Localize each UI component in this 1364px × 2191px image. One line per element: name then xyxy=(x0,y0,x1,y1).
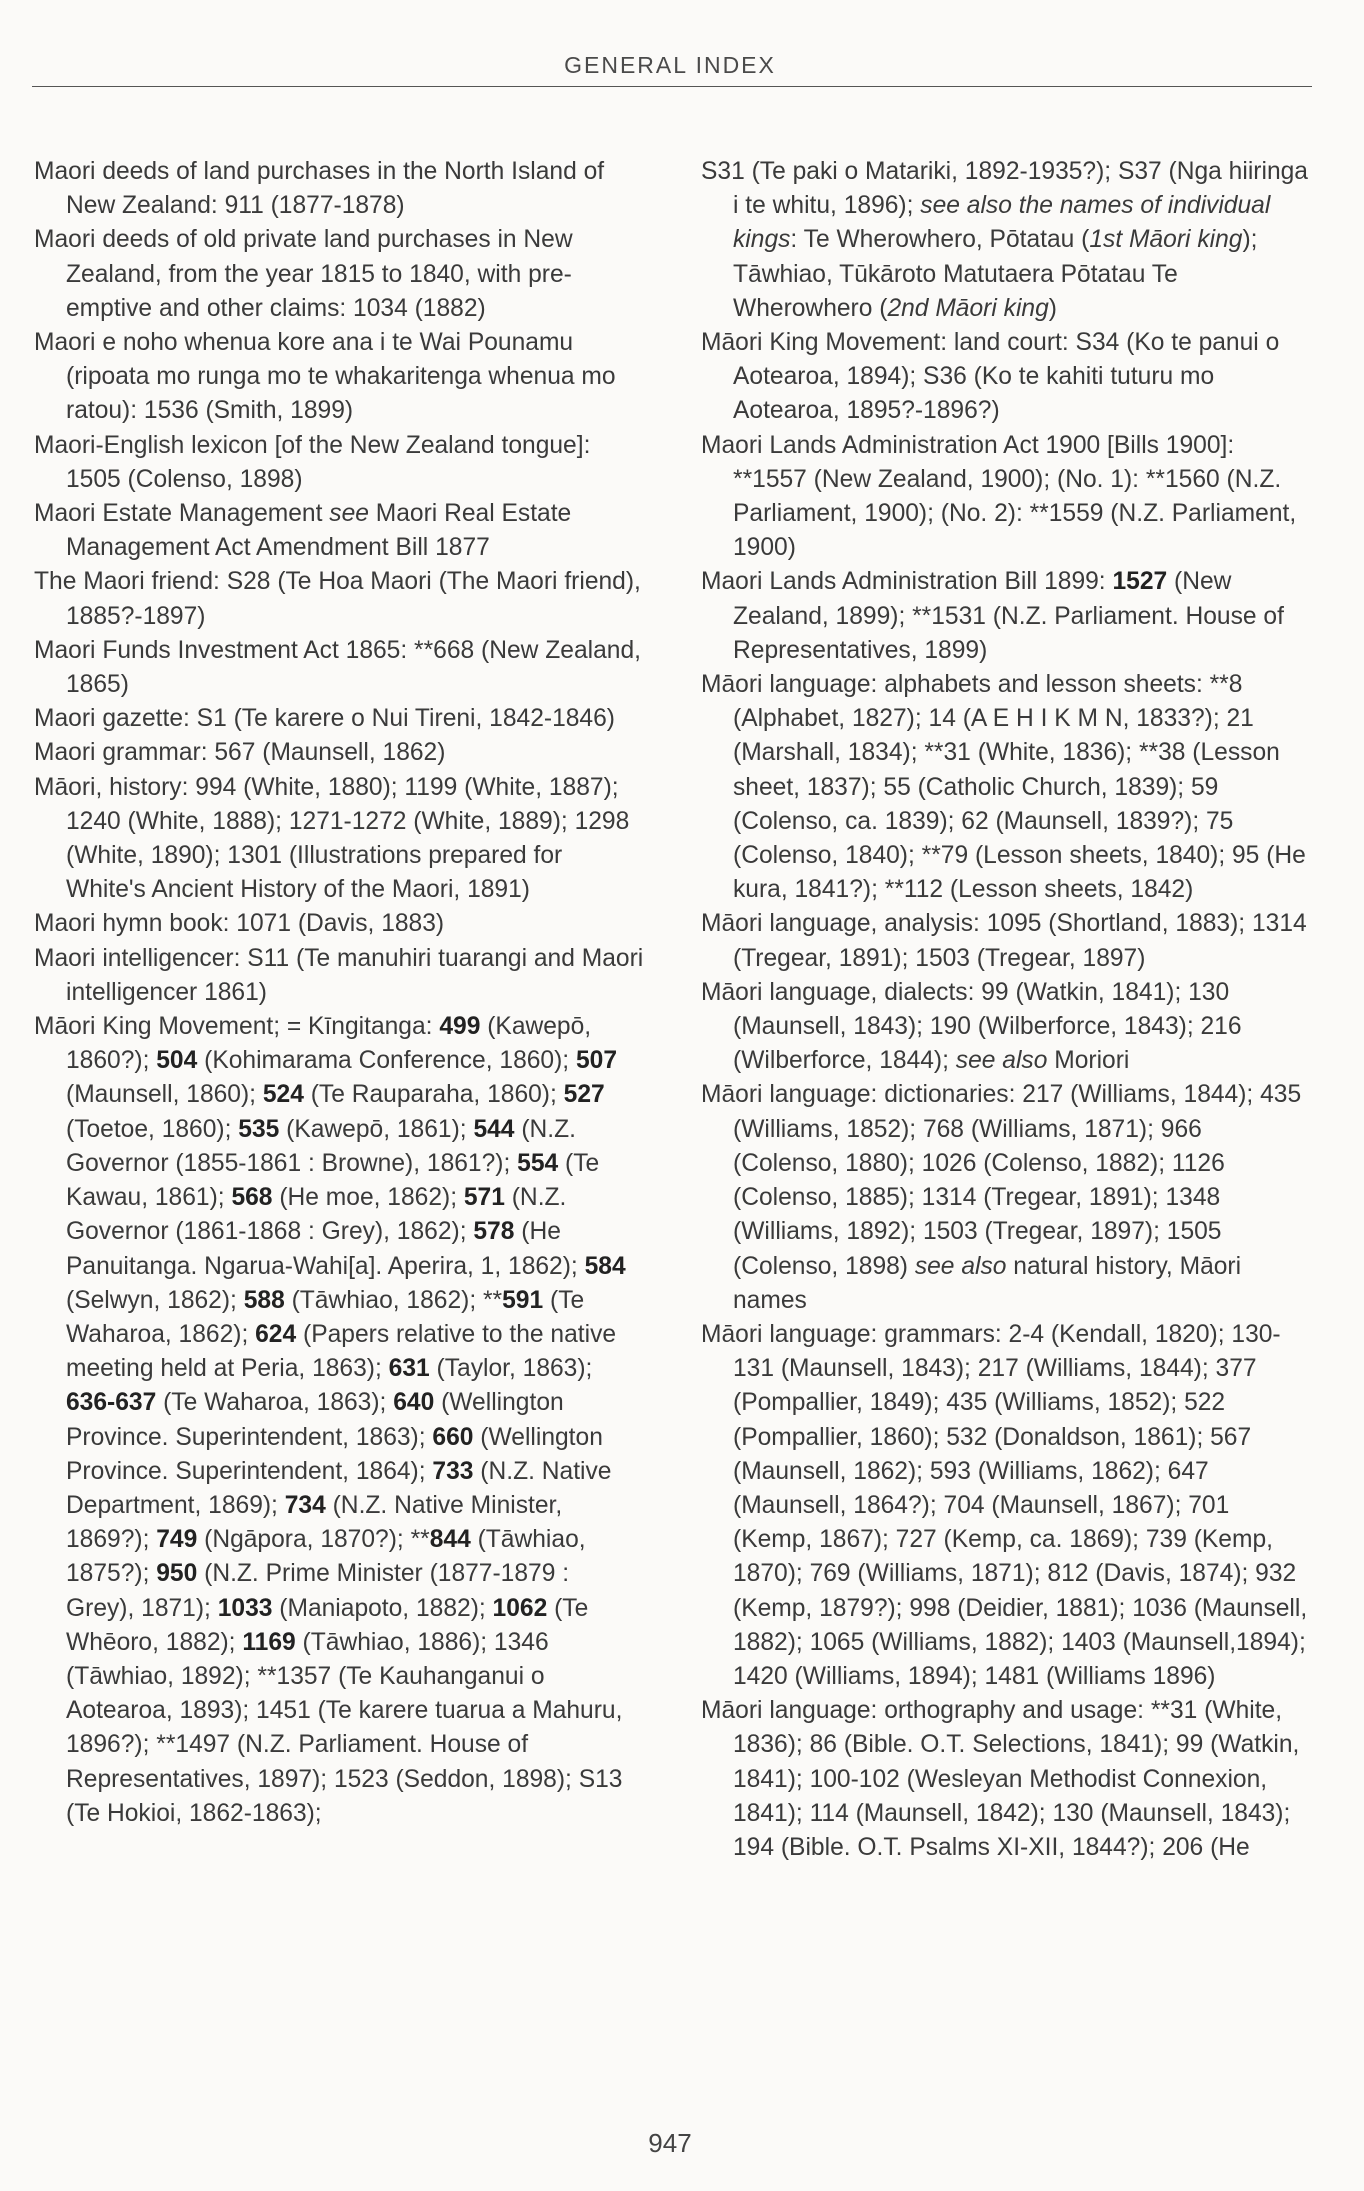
entry-text: (N.Z. Native Minister, 1869?); xyxy=(66,1491,563,1554)
entry-text: ); Tāwhiao, Tūkāroto Matutaera Pōtatau Te Wherowhero ( xyxy=(733,226,1258,322)
entry-text: (He moe, 1862); xyxy=(272,1184,464,1212)
entry-text: Māori language, analysis: 1095 (Shortland, 1883); 1314 (Tregear, 1891); 1503 (Tregear, 1897) xyxy=(701,910,1307,972)
entry-text: Maori Estate Management xyxy=(34,500,330,528)
entry-text: Moriori xyxy=(1047,1047,1130,1075)
bold-reference: 1033 xyxy=(217,1594,273,1622)
index-entry-continued xyxy=(701,155,1311,326)
entry-text: (Tāwhiao, 1875?); xyxy=(66,1526,586,1588)
entry-text: (Te Rauparaha, 1860); xyxy=(303,1081,564,1109)
entry-text: (Ngāpora, 1870?); ** xyxy=(197,1526,430,1554)
index-entry xyxy=(34,155,644,223)
bold-reference: 524 xyxy=(262,1081,304,1109)
italic-text: 1st Māori king xyxy=(1089,226,1243,254)
index-entry xyxy=(34,429,644,497)
italic-text: see also xyxy=(914,1252,1007,1280)
index-entry xyxy=(34,634,644,702)
italic-text: see also the names of individual kings xyxy=(733,192,1271,254)
entry-text: (Tāwhiao, 1862); ** xyxy=(284,1286,503,1314)
bold-reference: 527 xyxy=(563,1081,605,1109)
entry-text: Māori language: orthography and usage: **31 (White, 1836); 86 (Bible. O.T. Selections, 1841); 99 (Watkin, 1841); 100-102 (Wesleyan Methodist Connexion, 1841); 114 (Maunsell, 1842); 130 (Maunsell, 1843); 194 (Bible. O.T. Psalms XI-XII, 1844?); 206 (He xyxy=(701,1697,1300,1861)
entry-text: (N.Z. Prime Minister (1877-1879 : Grey), 1871); xyxy=(66,1560,570,1622)
bold-reference: 1062 xyxy=(492,1594,548,1622)
entry-text: Maori hymn book: 1071 (Davis, 1883) xyxy=(34,910,445,938)
bold-reference: 544 xyxy=(473,1115,515,1143)
entry-text: Māori language: alphabets and lesson sheets: **8 (Alphabet, 1827); 14 (A E H I K M N, 1833?); 21 (Marshall, 1834); **31 (White, 1836); **38 (Lesson sheet, 1837); 55 (Catholic Church, 1839); 59 (Colenso, ca. 1839); 62 (Maunsell, 1839?); 75 (Colenso, 1840); **79 (Lesson sheets, 1840); 95 (He kura, 1841?); **112 (Lesson sheets, 1842) xyxy=(701,671,1306,904)
entry-text: Maori Lands Administration Bill 1899: xyxy=(701,568,1113,596)
index-entry xyxy=(34,326,644,429)
bold-reference: 844 xyxy=(429,1526,471,1554)
page-number: 947 xyxy=(648,2128,692,2158)
entry-text: (Wellington Province. Superintendent, 1864); xyxy=(66,1423,603,1485)
index-entry xyxy=(34,942,644,1010)
bold-reference: 1169 xyxy=(242,1628,296,1656)
index-entry xyxy=(701,1078,1311,1317)
entry-text: Maori deeds of land purchases in the North Island of New Zealand: 911 (1877-1878) xyxy=(34,158,605,220)
entry-text: Maori-English lexicon [of the New Zealand tongue]: 1505 (Colenso, 1898) xyxy=(34,431,591,493)
bold-reference: 499 xyxy=(439,1013,481,1041)
entry-text: Maori Funds Investment Act 1865: **668 (New Zealand, 1865) xyxy=(34,636,641,699)
bold-reference: 535 xyxy=(238,1115,280,1143)
bold-reference: 504 xyxy=(156,1047,198,1075)
entry-text: (N.Z. Governor (1855-1861 : Browne), 1861?); xyxy=(66,1115,576,1177)
index-entry xyxy=(701,907,1311,975)
bold-reference: 636-637 xyxy=(66,1389,157,1417)
entry-text: (New Zealand, 1899); **1531 (N.Z. Parliament. House of Representatives, 1899) xyxy=(733,568,1284,664)
bold-reference: 554 xyxy=(517,1149,559,1177)
entry-text: natural history, Māori names xyxy=(733,1252,1242,1314)
bold-reference: 568 xyxy=(231,1184,273,1212)
bold-reference: 578 xyxy=(473,1218,515,1246)
italic-text: 2nd Māori king xyxy=(887,294,1049,322)
bold-reference: 660 xyxy=(432,1423,474,1451)
entry-text: Maori Real Estate Management Act Amendment Bill 1877 xyxy=(66,500,572,562)
entry-text: (Kawepō, 1861); xyxy=(279,1115,474,1143)
index-entry xyxy=(34,771,644,908)
entry-text: (He Panuitanga. Ngarua-Wahi[a]. Aperira, 1, 1862); xyxy=(66,1218,585,1280)
entry-text: (Maniapoto, 1882); xyxy=(272,1594,493,1622)
bold-reference: 734 xyxy=(284,1491,326,1519)
entry-text: Māori King Movement: land court: S34 (Ko te panui o Aotearoa, 1894); S36 (Ko te kahiti tuturu mo Aotearoa, 1895?-1896?) xyxy=(701,329,1280,425)
entry-text: Māori language: grammars: 2-4 (Kendall, 1820); 130-131 (Maunsell, 1843); 217 (Williams, 1844); 377 (Pompallier, 1849); 435 (Williams, 1852); 522 (Pompallier, 1860); 532 (Donaldson, 1861); 567 (Maunsell, 1862); 593 (Williams, 1862); 647 (Maunsell, 1864?); 704 (Maunsell, 1867); 701 (Kemp, 1867); 727 (Kemp, ca. 1869); 739 (Kemp, 1870); 769 (Williams, 1871); 812 (Davis, 1874); 932 (Kemp, 1879?); 998 (Deidier, 1881); 1036 (Maunsell, 1882); 1065 (Williams, 1882); 1403 (Maunsell,1894); 1420 (Williams, 1894); 1481 (Williams 1896) xyxy=(701,1320,1308,1690)
index-entry xyxy=(701,326,1311,429)
index-column-right xyxy=(701,155,1311,1865)
index-entry xyxy=(701,565,1311,668)
index-column-left xyxy=(34,155,644,1831)
entry-text: (Te Whēoro, 1882); xyxy=(66,1594,589,1656)
entry-text: (Tāwhiao, 1886); 1346 (Tāwhiao, 1892); **1357 (Te Kauhanganui o Aotearoa, 1893); 1451 (Te karere tuarua a Mahuru, 1896?); **1497 (N.Z. Parliament. House of Representatives, 1897); 1523 (Seddon, 1898); S13 (Te Hokioi, 1862-1863); xyxy=(66,1628,623,1827)
entry-text: (N.Z. Governor (1861-1868 : Grey), 1862); xyxy=(66,1184,567,1246)
index-entry xyxy=(34,223,644,326)
entry-text: (N.Z. Native Department, 1869); xyxy=(66,1457,612,1519)
bold-reference: 624 xyxy=(255,1320,297,1348)
entry-text: (Papers relative to the native meeting held at Peria, 1863); xyxy=(66,1320,617,1383)
entry-text: Maori deeds of old private land purchases in New Zealand, from the year 1815 to 1840, with pre-emptive and other claims: 1034 (1882) xyxy=(34,226,573,322)
bold-reference: 507 xyxy=(575,1047,618,1075)
entry-text: ) xyxy=(1048,294,1057,322)
entry-text: : Te Wherowhero, Pōtatau ( xyxy=(790,226,1090,254)
index-entry xyxy=(701,976,1311,1079)
index-entry xyxy=(701,1694,1311,1865)
entry-text: (Kawepō, 1860?); xyxy=(66,1013,592,1075)
entry-text: (Te Waharoa, 1862); xyxy=(66,1286,585,1348)
index-entry xyxy=(34,907,644,941)
bold-reference: 1527 xyxy=(1112,568,1168,596)
bold-reference: 571 xyxy=(463,1184,505,1212)
entry-text: (Selwyn, 1862); xyxy=(66,1286,244,1314)
bold-reference: 640 xyxy=(393,1389,435,1417)
running-head: GENERAL INDEX xyxy=(564,52,776,78)
entry-text: The Maori friend: S28 (Te Hoa Maori (The Maori friend), 1885?-1897) xyxy=(34,568,641,630)
entry-text: Maori intelligencer: S11 (Te manuhiri tuarangi and Maori intelligencer 1861) xyxy=(34,944,644,1006)
bold-reference: 584 xyxy=(584,1252,626,1280)
index-entry xyxy=(34,702,644,736)
index-entry xyxy=(701,668,1311,907)
entry-text: (Kohimarama Conference, 1860); xyxy=(197,1047,576,1075)
index-entry xyxy=(34,1010,644,1831)
bold-reference: 733 xyxy=(432,1457,474,1485)
entry-text: (Te Waharoa, 1863); xyxy=(156,1389,394,1417)
entry-text: S31 (Te paki o Matariki, 1892-1935?); S37 (Nga hiiringa i te whitu, 1896); xyxy=(701,158,1308,220)
entry-text: Maori gazette: S1 (Te karere o Nui Tireni, 1842-1846) xyxy=(34,705,615,733)
bold-reference: 950 xyxy=(156,1560,198,1588)
bold-reference: 631 xyxy=(388,1355,430,1383)
header-rule xyxy=(32,86,1312,87)
entry-text: Māori King Movement; = Kīngitanga: xyxy=(34,1013,440,1041)
entry-text: Maori grammar: 567 (Maunsell, 1862) xyxy=(34,739,446,767)
index-entry xyxy=(34,497,644,565)
entry-text: (Taylor, 1863); xyxy=(429,1355,593,1383)
index-entry xyxy=(701,429,1311,566)
index-entry xyxy=(34,736,644,770)
entry-text: Maori e noho whenua kore ana i te Wai Pounamu (ripoata mo runga mo te whakaritenga whenua mo ratou): 1536 (Smith, 1899) xyxy=(34,329,616,425)
index-entry xyxy=(34,565,644,633)
entry-text: Māori, history: 994 (White, 1880); 1199 (White, 1887); 1240 (White, 1888); 1271-1272 (White, 1889); 1298 (White, 1890); 1301 (Illustrations prepared for White's Ancient History of the Maori, 1891) xyxy=(34,773,630,904)
italic-text: see also xyxy=(955,1047,1048,1075)
entry-text: Māori language: dictionaries: 217 (Williams, 1844); 435 (Williams, 1852); 768 (Williams, 1871); 966 (Colenso, 1880); 1026 (Colenso, 1882); 1126 (Colenso, 1885); 1314 (Tregear, 1891); 1348 (Williams, 1892); 1503 (Tregear, 1897); 1505 (Colenso, 1898) xyxy=(701,1081,1302,1280)
entry-text: Maori Lands Administration Act 1900 [Bills 1900]: **1557 (New Zealand, 1900); (No. 1): **1560 (N.Z. Parliament, 1900); (No. 2): **1559 (N.Z. Parliament, 1900) xyxy=(701,431,1297,562)
entry-text: (Maunsell, 1860); xyxy=(66,1081,263,1109)
bold-reference: 588 xyxy=(243,1286,285,1314)
index-entry xyxy=(701,1318,1311,1694)
entry-text: (Toetoe, 1860); xyxy=(66,1115,239,1143)
bold-reference: 749 xyxy=(156,1526,198,1554)
entry-text: (Te Kawau, 1861); xyxy=(66,1149,600,1212)
bold-reference: 591 xyxy=(502,1286,544,1314)
entry-text: Māori language, dialects: 99 (Watkin, 1841); 130 (Maunsell, 1843); 190 (Wilberforce, 1843); 216 (Wilberforce, 1844); xyxy=(701,978,1242,1075)
italic-text: see xyxy=(329,500,369,528)
entry-text: (Wellington Province. Superintendent, 1863); xyxy=(66,1389,564,1451)
